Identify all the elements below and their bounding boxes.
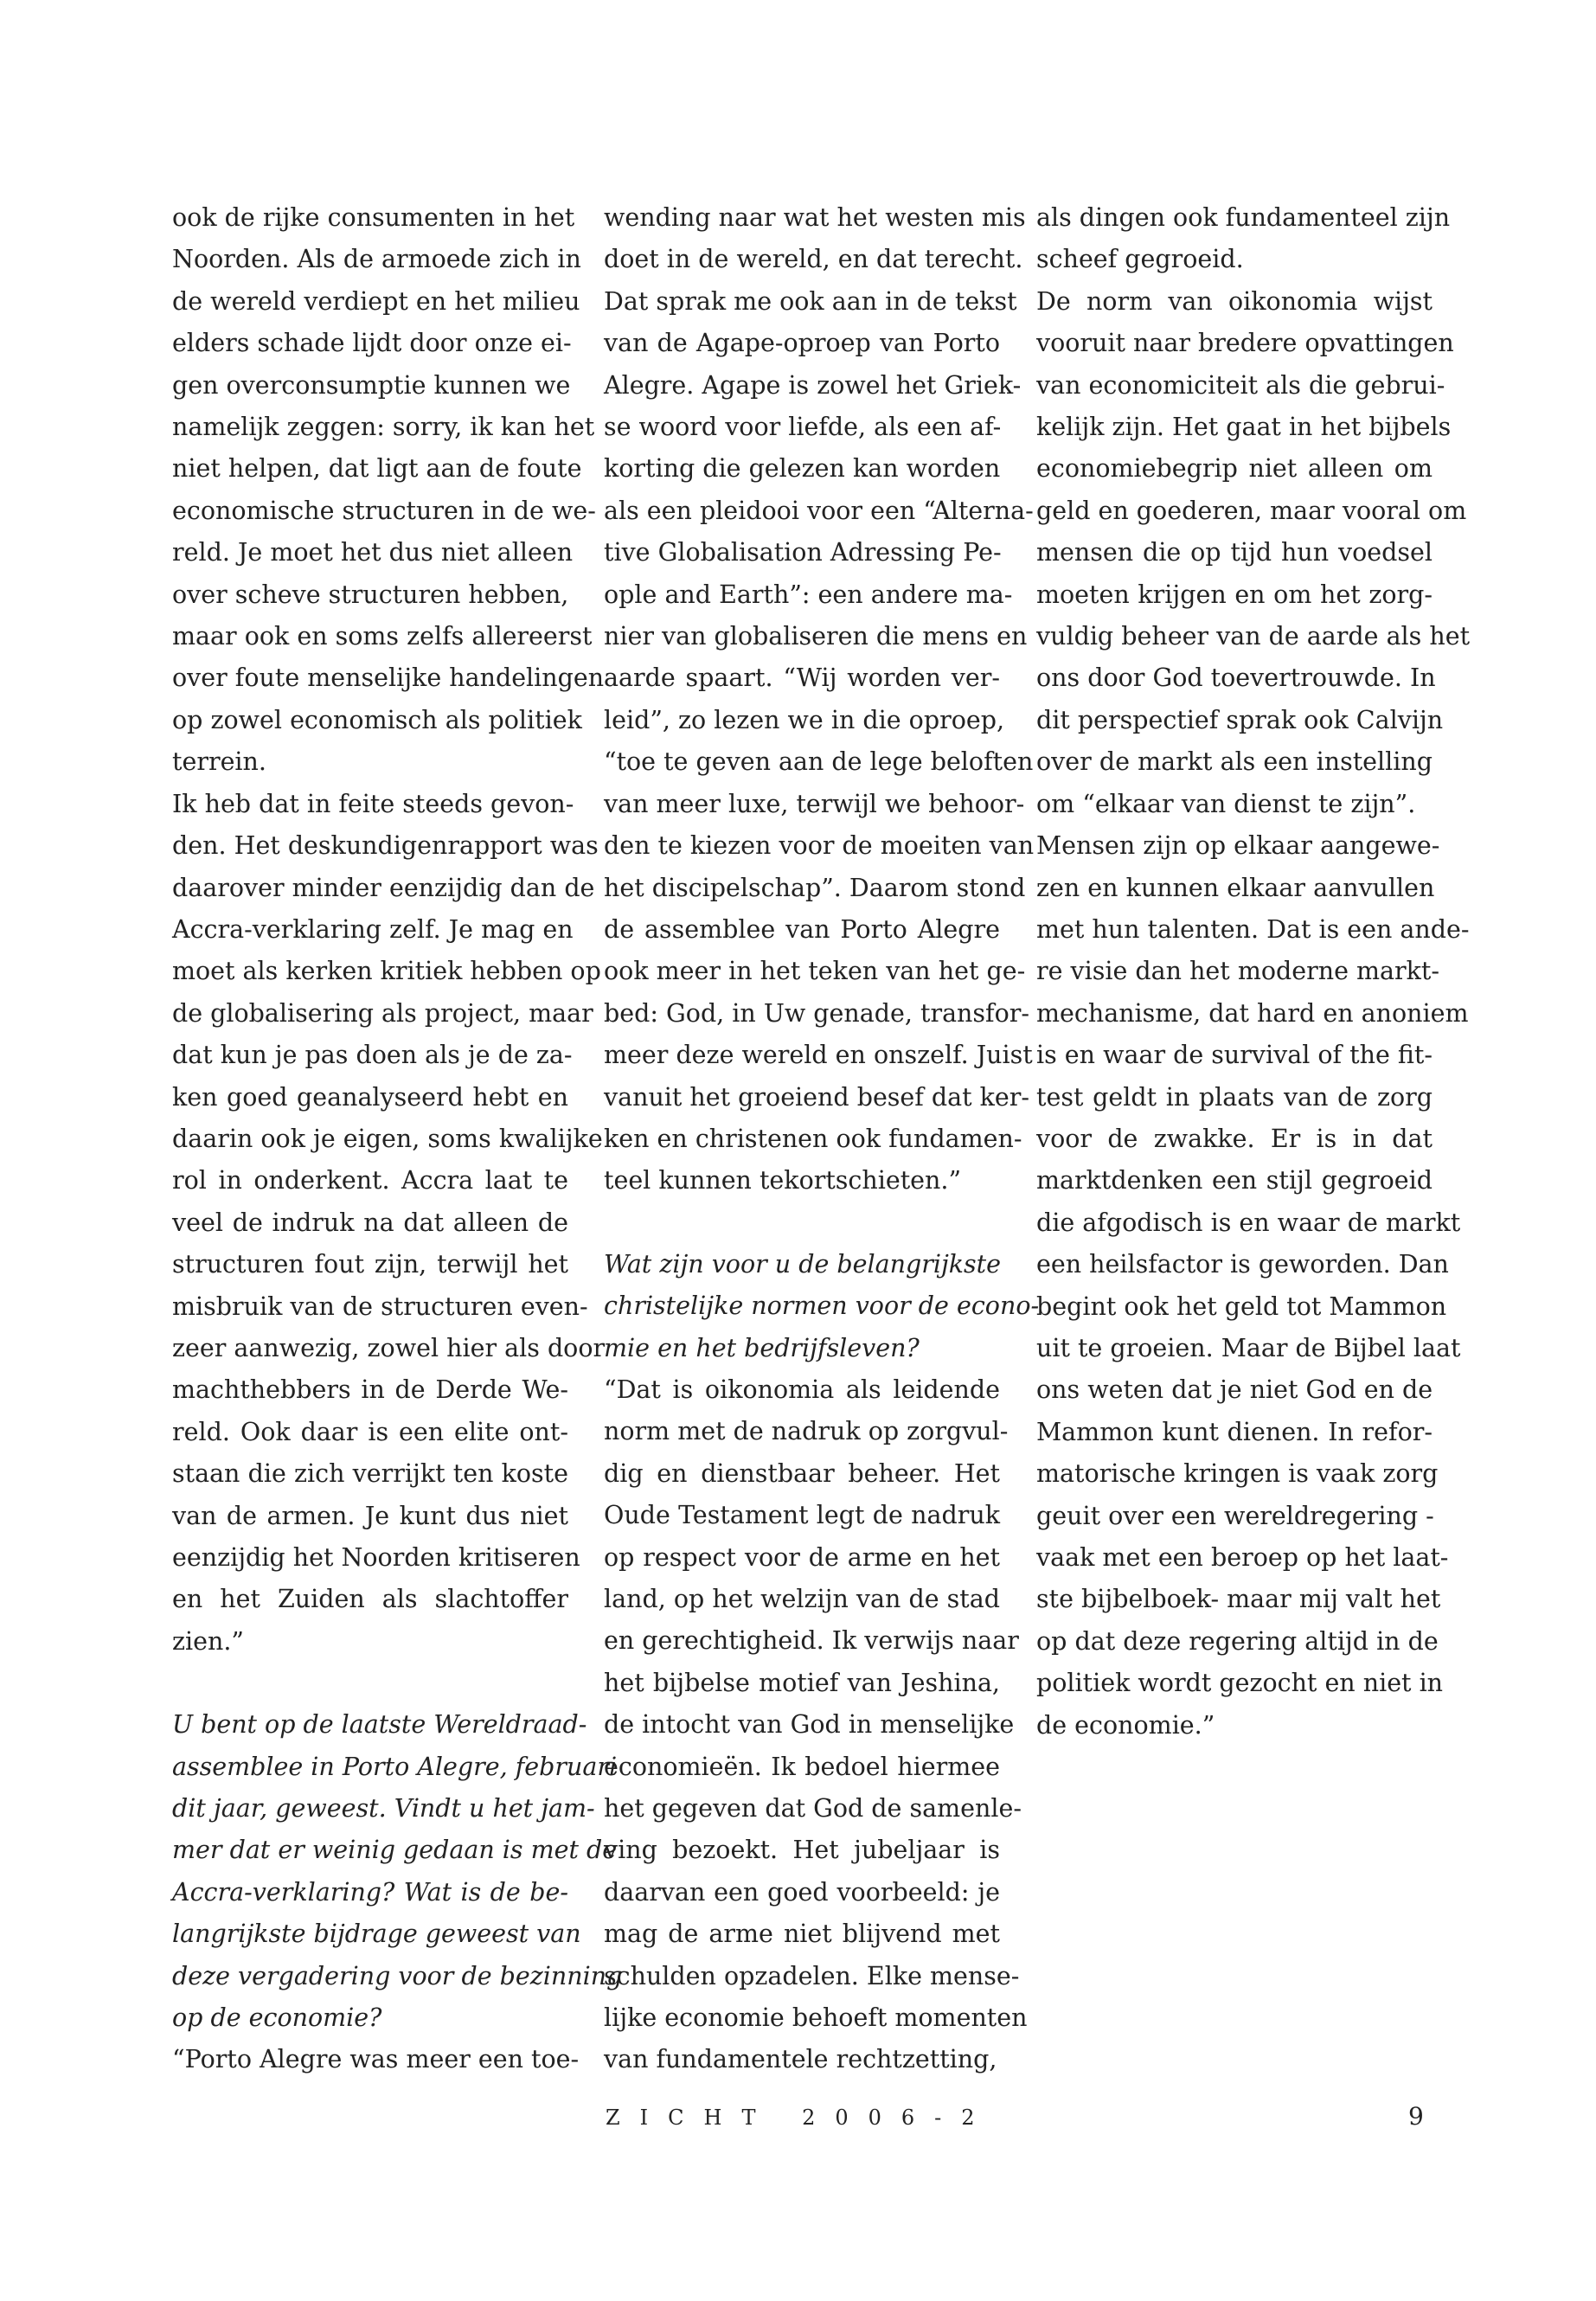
- text-line: de economie.”: [1036, 1710, 1215, 1740]
- text-line: dit jaar, geweest. Vindt u het jam-: [172, 1794, 595, 1823]
- text-line: daarvan een goed voorbeeld: je: [604, 1877, 1000, 1907]
- text-line: “Porto Alegre was meer een toe-: [172, 2045, 580, 2074]
- text-line: vuldig beheer van de aarde als het: [1036, 622, 1471, 651]
- text-line: over de markt als een instelling: [1036, 747, 1433, 777]
- text-line: kelijk zijn. Het gaat in het bijbels: [1036, 413, 1452, 442]
- text-line: misbruik van de structuren even-: [172, 1292, 588, 1321]
- text-line: de intocht van God in menselijke: [604, 1710, 1015, 1740]
- text-line: ste bijbelboek- maar mij valt het: [1036, 1585, 1441, 1614]
- interview-question: [172, 1704, 623, 2039]
- text-line: assemblee in Porto Alegre, februari: [172, 1752, 618, 1781]
- text-line: elders schade lijdt door onze ei-: [172, 329, 572, 358]
- body-paragraph: [1036, 197, 1451, 281]
- text-line: op de economie?: [172, 2003, 382, 2033]
- text-line: als een pleidooi voor een “Alterna-: [604, 496, 1034, 525]
- text-line: doet in de wereld, en dat terecht.: [604, 245, 1023, 274]
- text-line: ons door God toevertrouwde. In: [1036, 663, 1436, 693]
- text-line: staan die zich verrijkt ten koste: [172, 1459, 568, 1489]
- text-line: matorische kringen is vaak zorg: [1036, 1459, 1439, 1489]
- text-line: korting die gelezen kan worden: [604, 454, 1001, 484]
- text-line: ons weten dat je niet God en de: [1036, 1375, 1433, 1405]
- interview-question: [604, 1244, 1040, 1369]
- text-line: die afgodisch is en waar de markt: [1036, 1208, 1461, 1237]
- text-line: Accra-verklaring? Wat is de be-: [172, 1877, 568, 1907]
- body-paragraph: [1036, 281, 1471, 825]
- text-line: daarover minder eenzijdig dan de: [172, 873, 595, 902]
- text-line: ving bezoekt. Het jubeljaar is: [604, 1836, 1000, 1865]
- body-paragraph: [604, 1369, 1028, 2081]
- text-line: ook meer in het teken van het ge-: [604, 957, 1026, 986]
- text-line: moet als kerken kritiek hebben op: [172, 957, 601, 986]
- text-line: een heilsfactor is geworden. Dan: [1036, 1250, 1449, 1279]
- text-line: christelijke normen voor de econo-: [604, 1292, 1040, 1321]
- text-line: test geldt in plaats van de zorg: [1036, 1082, 1433, 1112]
- text-line: meer deze wereld en onszelf. Juist: [604, 1041, 1033, 1070]
- text-line: van economiciteit als die gebrui-: [1036, 370, 1445, 400]
- text-line: de wereld verdiept en het milieu: [172, 286, 580, 316]
- text-line: machthebbers in de Derde We-: [172, 1375, 568, 1405]
- text-line: bed: God, in Uw genade, transfor-: [604, 998, 1030, 1028]
- text-column-3: [1036, 197, 1471, 1747]
- text-line: U bent op de laatste Wereldraad-: [172, 1710, 587, 1740]
- text-line: gen overconsumptie kunnen we: [172, 370, 571, 400]
- text-line: veel de indruk na dat alleen de: [172, 1208, 568, 1237]
- text-line: mag de arme niet blijvend met: [604, 1920, 1000, 1949]
- body-paragraph: [604, 197, 1035, 1202]
- text-line: de globalisering als project, maar: [172, 998, 593, 1028]
- text-line: van meer luxe, terwijl we behoor-: [604, 789, 1025, 818]
- text-line: aarde spaart. “Wij worden ver-: [604, 663, 1000, 693]
- text-line: rol in onderkent. Accra laat te: [172, 1166, 568, 1195]
- text-line: uit te groeien. Maar de Bijbel laat: [1036, 1333, 1461, 1362]
- text-column-1: [172, 197, 623, 2081]
- text-line: terrein.: [172, 747, 266, 777]
- text-line: Mensen zijn op elkaar aangewe-: [1036, 831, 1440, 861]
- text-line: den te kiezen voor de moeiten van: [604, 831, 1035, 861]
- text-line: zeer aanwezig, zowel hier als door: [172, 1333, 606, 1362]
- text-line: vaak met een beroep op het laat-: [1036, 1543, 1449, 1572]
- text-line: als dingen ook fundamenteel zijn: [1036, 203, 1451, 232]
- text-line: reld. Ook daar is een elite ont-: [172, 1417, 568, 1446]
- text-line: re visie dan het moderne markt-: [1036, 957, 1440, 986]
- text-line: Ik heb dat in feite steeds gevon-: [172, 789, 574, 818]
- paragraph-spacer: [604, 1202, 1000, 1244]
- text-line: van de armen. Je kunt dus niet: [172, 1501, 568, 1530]
- text-line: “toe te geven aan de lege beloften: [604, 747, 1034, 777]
- text-line: over scheve structuren hebben,: [172, 580, 569, 609]
- text-line: zen en kunnen elkaar aanvullen: [1036, 873, 1435, 902]
- text-line: wending naar wat het westen mis: [604, 203, 1026, 232]
- text-line: vanuit het groeiend besef dat ker-: [604, 1082, 1030, 1112]
- text-line: economiebegrip niet alleen om: [1036, 454, 1433, 484]
- text-line: De norm van oikonomia wijst: [1036, 286, 1433, 316]
- page-number: 9: [1408, 2102, 1424, 2131]
- text-line: reld. Je moet het dus niet alleen: [172, 538, 574, 567]
- text-line: ople and Earth”: een andere ma-: [604, 580, 1013, 609]
- text-line: tive Globalisation Adressing Pe-: [604, 538, 1002, 567]
- text-line: ook de rijke consumenten in het: [172, 203, 575, 232]
- text-line: “Dat is oikonomia als leidende: [604, 1375, 1000, 1404]
- text-line: voor de zwakke. Er is in dat: [1036, 1124, 1433, 1153]
- text-line: over foute menselijke handelingen: [172, 663, 605, 693]
- text-line: en het Zuiden als slachtoffer: [172, 1585, 568, 1614]
- text-line: met hun talenten. Dat is een ande-: [1036, 914, 1470, 944]
- text-line: van de Agape-oproep van Porto: [604, 329, 1000, 358]
- text-line: daarin ook je eigen, soms kwalijke: [172, 1124, 603, 1153]
- text-line: de assemblee van Porto Alegre: [604, 914, 1000, 944]
- text-line: ken en christenen ook fundamen-: [604, 1124, 1022, 1153]
- text-line: deze vergadering voor de bezinning: [172, 1961, 623, 1990]
- text-line: zien.”: [172, 1626, 244, 1656]
- body-paragraph: [172, 2039, 580, 2080]
- text-line: het bijbelse motief van Jeshina,: [604, 1668, 1000, 1697]
- text-line: norm met de nadruk op zorgvul-: [604, 1417, 1009, 1446]
- text-line: schulden opzadelen. Elke mense-: [604, 1961, 1020, 1990]
- text-line: langrijkste bijdrage geweest van: [172, 1920, 581, 1949]
- text-line: en gerechtigheid. Ik verwijs naar: [604, 1626, 1019, 1656]
- text-line: lijke economie behoeft momenten: [604, 2003, 1028, 2033]
- body-paragraph: [172, 197, 605, 784]
- text-line: leid”, zo lezen we in die oproep,: [604, 705, 1005, 734]
- text-line: op dat deze regering altijd in de: [1036, 1626, 1439, 1656]
- text-line: Accra-verklaring zelf. Je mag en: [172, 914, 574, 944]
- text-column-2: [604, 197, 1040, 2081]
- text-line: Noorden. Als de armoede zich in: [172, 245, 581, 274]
- paragraph-spacer: [172, 1663, 568, 1704]
- text-line: op respect voor de arme en het: [604, 1542, 1000, 1572]
- footer-magazine-title: ZICHT 2006-2: [606, 2106, 995, 2130]
- text-line: dit perspectief sprak ook Calvijn: [1036, 705, 1444, 734]
- text-line: Dat sprak me ook aan in de tekst: [604, 286, 1017, 316]
- text-line: politiek wordt gezocht en niet in: [1036, 1669, 1444, 1698]
- text-line: Mammon kunt dienen. In refor-: [1036, 1417, 1433, 1446]
- text-line: se woord voor liefde, als een af-: [604, 413, 1002, 442]
- text-line: het gegeven dat God de samenle-: [604, 1794, 1022, 1823]
- text-line: is en waar de survival of the fit-: [1036, 1041, 1433, 1070]
- text-line: ken goed geanalyseerd hebt en: [172, 1082, 568, 1112]
- text-line: dat kun je pas doen als je de za-: [172, 1041, 573, 1070]
- text-line: economische structuren in de we-: [172, 496, 596, 525]
- text-line: van fundamentele rechtzetting,: [604, 2045, 997, 2074]
- text-line: om “elkaar van dienst te zijn”.: [1036, 789, 1416, 818]
- text-line: maar ook en soms zelfs allereerst: [172, 622, 593, 651]
- text-line: Oude Testament legt de nadruk: [604, 1501, 1000, 1530]
- text-line: teel kunnen tekortschieten.”: [604, 1166, 962, 1195]
- text-line: mensen die op tijd hun voedsel: [1036, 538, 1433, 567]
- text-line: structuren fout zijn, terwijl het: [172, 1250, 568, 1279]
- text-line: nier van globaliseren die mens en: [604, 622, 1028, 651]
- text-line: moeten krijgen en om het zorg-: [1036, 580, 1433, 609]
- text-line: geuit over een wereldregering -: [1036, 1501, 1434, 1530]
- text-line: dig en dienstbaar beheer. Het: [604, 1458, 1000, 1488]
- text-line: mie en het bedrijfsleven?: [604, 1333, 920, 1362]
- text-line: economieën. Ik bedoel hiermee: [604, 1752, 1000, 1781]
- text-line: geld en goederen, maar vooral om: [1036, 496, 1467, 525]
- text-line: land, op het welzijn van de stad: [604, 1585, 1000, 1613]
- text-line: scheef gegroeid.: [1036, 245, 1244, 274]
- text-line: mechanisme, dat hard en anoniem: [1036, 998, 1469, 1028]
- text-line: vooruit naar bredere opvattingen: [1036, 329, 1454, 358]
- body-paragraph: [172, 784, 606, 1663]
- text-line: mer dat er weinig gedaan is met de: [172, 1836, 618, 1865]
- text-line: Wat zijn voor u de belangrijkste: [604, 1249, 1001, 1279]
- text-line: den. Het deskundigenrapport was: [172, 831, 599, 861]
- text-line: Alegre. Agape is zowel het Griek-: [604, 370, 1022, 400]
- text-line: niet helpen, dat ligt aan de foute: [172, 454, 582, 484]
- text-line: marktdenken een stijl gegroeid: [1036, 1166, 1433, 1195]
- text-line: op zowel economisch als politiek: [172, 705, 582, 734]
- body-paragraph: [1036, 825, 1470, 1747]
- text-line: namelijk zeggen: sorry, ik kan het: [172, 413, 595, 442]
- text-line: het discipelschap”. Daarom stond: [604, 873, 1026, 902]
- text-line: begint ook het geld tot Mammon: [1036, 1292, 1447, 1321]
- text-line: eenzijdig het Noorden kritiseren: [172, 1543, 580, 1572]
